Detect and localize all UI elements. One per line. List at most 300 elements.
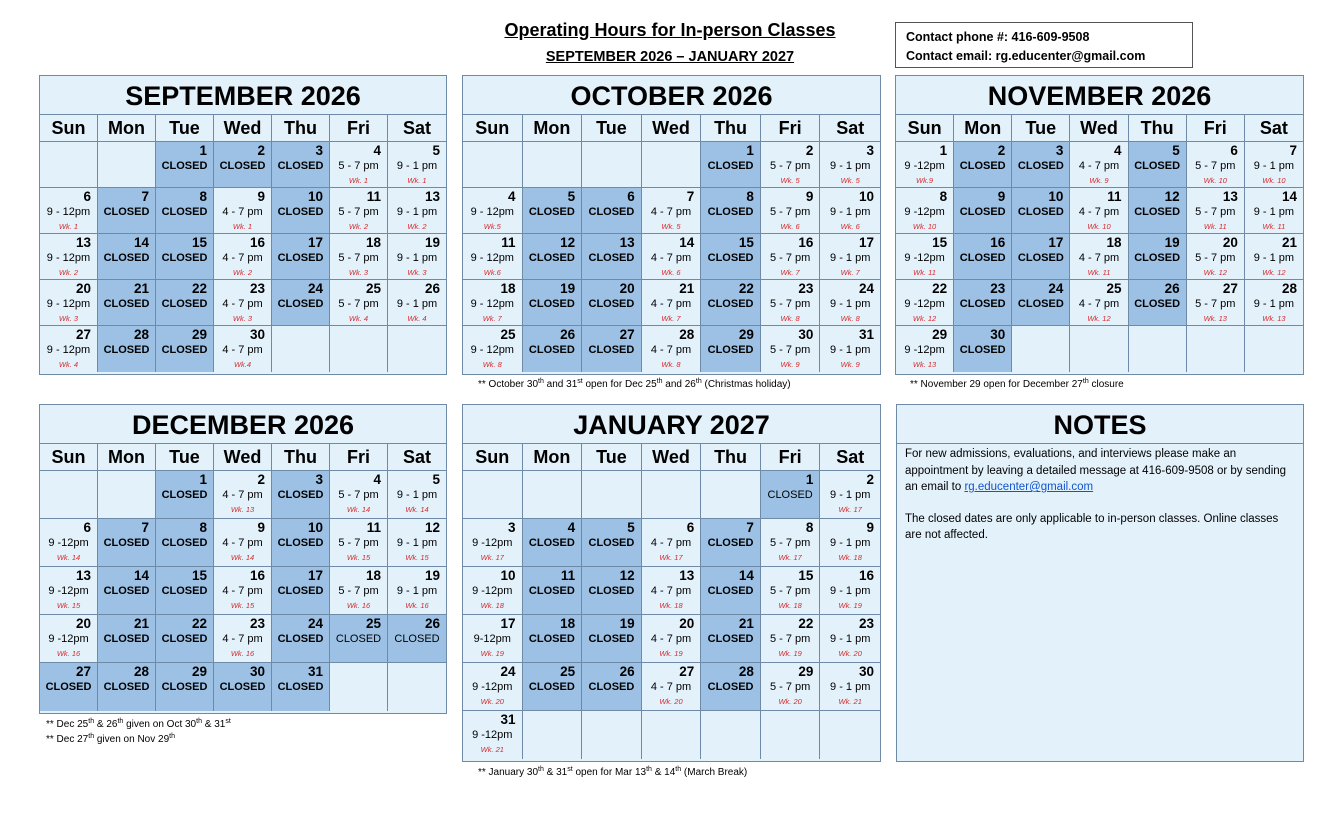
week-label: Wk. 14: [56, 553, 81, 562]
week-label: Wk. 18: [838, 553, 862, 562]
day-cell: [1245, 234, 1303, 280]
day-cell: [272, 188, 330, 234]
day-cell: [156, 234, 214, 280]
closed-label: CLOSED: [588, 537, 635, 549]
hours-label: 9 - 1 pm: [830, 160, 871, 172]
day-number: 18: [1106, 235, 1122, 250]
day-number: 30: [858, 664, 874, 679]
closed-label: CLOSED: [528, 633, 575, 645]
day-number: 24: [307, 281, 323, 296]
week-label: Wk. 13: [230, 505, 255, 514]
hours-label: 9 -12pm: [472, 585, 513, 597]
week-label: Wk. 19: [778, 649, 802, 658]
day-number: 7: [141, 520, 149, 535]
hours-label: 9 - 1 pm: [396, 252, 438, 264]
day-cell: [214, 142, 272, 188]
day-number: 3: [508, 520, 516, 535]
day-number: 23: [798, 281, 814, 296]
closed-label: CLOSED: [277, 160, 324, 172]
day-cell: [1129, 188, 1187, 234]
hours-label: 5 - 7 pm: [338, 160, 379, 172]
day-number: 23: [858, 616, 874, 631]
day-number: 26: [619, 664, 635, 679]
weekday-header: Sun: [40, 444, 98, 471]
week-label: Wk.4: [233, 360, 252, 369]
hours-label: 9 - 12pm: [470, 298, 514, 310]
day-cell: [896, 326, 954, 372]
weekday-header: Sun: [463, 115, 523, 142]
hours-label: 5 - 7 pm: [1195, 298, 1236, 310]
day-number: 19: [424, 568, 440, 583]
hours-label: 9 - 1 pm: [830, 298, 871, 310]
day-number: 6: [686, 520, 695, 535]
day-number: 24: [1048, 281, 1064, 296]
day-cell: [820, 280, 880, 326]
email-link[interactable]: rg.educenter@gmail.com: [964, 481, 1094, 493]
day-cell: [214, 663, 272, 711]
day-cell: [272, 234, 330, 280]
day-number: 13: [75, 235, 91, 250]
hours-label: 9 -12pm: [48, 537, 89, 549]
day-number: 19: [619, 616, 635, 631]
day-number: 18: [560, 616, 576, 631]
hours-label: 9-12pm: [473, 633, 511, 645]
closed-label: CLOSED: [277, 206, 324, 218]
day-number: 14: [1281, 189, 1297, 204]
day-number: 18: [365, 568, 381, 583]
empty-day-cell: [582, 711, 642, 759]
day-number: 25: [1106, 281, 1122, 296]
week-label: Wk. 9: [1089, 176, 1109, 185]
weekday-header: Thu: [1129, 115, 1187, 142]
hours-label: 5 - 7 pm: [769, 298, 811, 310]
empty-day-cell: [1187, 326, 1245, 372]
hours-label: 5 - 7 pm: [338, 252, 379, 264]
closed-label: CLOSED: [707, 206, 754, 218]
day-cell: [214, 519, 272, 567]
day-cell: [98, 519, 156, 567]
day-number: 15: [932, 235, 948, 250]
day-number: 16: [249, 235, 265, 250]
day-number: 18: [500, 281, 516, 296]
hours-label: 5 - 7 pm: [338, 585, 379, 597]
day-number: 2: [805, 143, 814, 158]
week-label: Wk. 11: [1262, 222, 1286, 231]
day-cell: [156, 663, 214, 711]
day-number: 2: [997, 143, 1006, 158]
closed-label: CLOSED: [707, 298, 754, 310]
closed-label: CLOSED: [161, 160, 208, 172]
closed-label: CLOSED: [528, 344, 575, 356]
day-number: 29: [798, 664, 814, 679]
hours-label: 9 - 1 pm: [1253, 206, 1295, 218]
day-number: 22: [738, 281, 754, 296]
closed-label: CLOSED: [277, 252, 324, 264]
week-label: Wk. 19: [480, 649, 504, 658]
day-number: 16: [858, 568, 874, 583]
weekday-header: Thu: [701, 444, 761, 471]
closed-label: CLOSED: [161, 206, 208, 218]
day-number: 17: [500, 616, 516, 631]
day-cell: [761, 188, 821, 234]
day-cell: [330, 471, 388, 519]
empty-day-cell: [1245, 326, 1303, 372]
weekday-header: Tue: [156, 444, 214, 471]
day-cell: [1187, 280, 1245, 326]
day-number: 29: [191, 327, 207, 342]
day-cell: [40, 188, 98, 234]
day-cell: [40, 615, 98, 663]
day-cell: [463, 280, 523, 326]
day-number: 16: [990, 235, 1006, 250]
day-cell: [40, 567, 98, 615]
hours-label: 9 -12pm: [48, 585, 89, 597]
hours-label: 5 - 7 pm: [338, 206, 379, 218]
day-number: 4: [373, 143, 381, 158]
day-cell: [463, 188, 523, 234]
week-label: Wk. 6: [780, 222, 800, 231]
day-number: 12: [560, 235, 576, 250]
day-number: 20: [75, 616, 91, 631]
day-cell: [523, 663, 583, 711]
day-cell: [761, 142, 821, 188]
closed-label: CLOSED: [161, 344, 208, 356]
day-cell: [330, 280, 388, 326]
day-number: 6: [83, 520, 91, 535]
hours-label: 4 - 7 pm: [1078, 252, 1120, 264]
day-number: 26: [560, 327, 576, 342]
day-number: 20: [75, 281, 91, 296]
day-number: 1: [199, 143, 207, 158]
empty-day-cell: [272, 326, 330, 372]
footnote-december-1: ** Dec 25th & 26th given on Oct 30th & 31st: [46, 718, 231, 731]
closed-label: CLOSED: [959, 344, 1006, 356]
footnote-october: ** October 30th and 31st open for Dec 25th and 26th (Christmas holiday): [478, 378, 791, 391]
empty-day-cell: [98, 471, 156, 519]
hours-label: 5 - 7 pm: [338, 298, 379, 310]
day-number: 22: [932, 281, 948, 296]
hours-label: 4 - 7 pm: [222, 585, 263, 597]
day-cell: [1245, 142, 1303, 188]
day-cell: [761, 471, 821, 519]
weekday-header: Mon: [523, 444, 583, 471]
week-label: Wk. 13: [1262, 314, 1286, 323]
closed-label: CLOSED: [277, 633, 324, 645]
closed-label: CLOSED: [959, 160, 1006, 172]
hours-label: 5 - 7 pm: [769, 681, 811, 693]
day-number: 8: [746, 189, 754, 204]
week-label: Wk. 12: [1087, 314, 1111, 323]
closed-label: CLOSED: [707, 344, 754, 356]
day-number: 11: [501, 235, 516, 250]
day-number: 25: [500, 327, 516, 342]
day-number: 29: [191, 664, 207, 679]
week-label: Wk. 16: [230, 649, 255, 658]
weekday-header: Mon: [98, 115, 156, 142]
hours-label: 9 - 1 pm: [396, 160, 438, 172]
notes-paragraph-closed-dates: The closed dates are only applicable to in-person classes. Online classes are not affected.: [905, 512, 1279, 541]
day-cell: [701, 615, 761, 663]
day-cell: [214, 326, 272, 372]
day-cell: [642, 615, 702, 663]
day-cell: [330, 615, 388, 663]
week-label: Wk. 18: [659, 601, 683, 610]
hours-label: 4 - 7 pm: [650, 633, 692, 645]
day-number: 5: [567, 189, 576, 204]
day-number: 29: [738, 327, 754, 342]
contact-email: Contact email: rg.educenter@gmail.com: [906, 49, 1146, 63]
week-label: Wk. 12: [1203, 268, 1227, 277]
hours-label: 9 - 1 pm: [830, 681, 871, 693]
week-label: Wk. 17: [838, 505, 862, 514]
day-cell: [642, 567, 702, 615]
weekday-header: Fri: [330, 115, 388, 142]
closed-label: CLOSED: [1134, 160, 1181, 172]
empty-day-cell: [582, 142, 642, 188]
hours-label: 9 - 1 pm: [396, 585, 438, 597]
week-label: Wk. 9: [840, 360, 860, 369]
hours-label: 9 - 1 pm: [830, 633, 871, 645]
day-cell: [214, 280, 272, 326]
closed-label: CLOSED: [103, 681, 150, 693]
day-cell: [642, 234, 702, 280]
day-number: 28: [1281, 281, 1297, 296]
hours-label: 5 - 7 pm: [769, 160, 811, 172]
hours-label: 9 - 1 pm: [396, 206, 438, 218]
hours-label: 9 -12pm: [472, 537, 513, 549]
closed-label: CLOSED: [588, 633, 635, 645]
day-cell: [272, 142, 330, 188]
day-cell: [523, 519, 583, 567]
week-label: Wk. 10: [912, 222, 937, 231]
closed-label: CLOSED: [45, 681, 92, 693]
week-label: Wk. 16: [346, 601, 371, 610]
hours-label: 9 - 1 pm: [830, 537, 871, 549]
closed-label: CLOSED: [277, 537, 324, 549]
day-number: 3: [315, 472, 323, 487]
day-cell: [156, 280, 214, 326]
hours-label: 9 -12pm: [904, 298, 945, 310]
day-cell: [388, 519, 446, 567]
day-cell: [98, 234, 156, 280]
day-cell: [1187, 142, 1245, 188]
hours-label: 4 - 7 pm: [222, 633, 263, 645]
day-cell: [98, 280, 156, 326]
day-number: 24: [307, 616, 323, 631]
closed-label: CLOSED: [588, 681, 635, 693]
calendar-december: [39, 404, 447, 714]
week-label: Wk. 11: [1087, 268, 1111, 277]
day-number: 17: [1048, 235, 1064, 250]
day-number: 31: [307, 664, 323, 679]
day-number: 6: [83, 189, 91, 204]
empty-day-cell: [701, 711, 761, 759]
day-number: 25: [365, 281, 381, 296]
day-number: 9: [257, 189, 265, 204]
day-number: 9: [866, 520, 874, 535]
day-number: 10: [307, 520, 323, 535]
hours-label: 9 - 1 pm: [1253, 298, 1295, 310]
day-number: 21: [679, 281, 695, 296]
week-label: Wk. 12: [912, 314, 937, 323]
day-number: 1: [939, 143, 948, 158]
day-cell: [582, 280, 642, 326]
week-label: Wk.5: [483, 222, 501, 231]
day-number: 30: [798, 327, 814, 342]
week-label: Wk. 14: [346, 505, 371, 514]
week-label: Wk. 17: [659, 553, 683, 562]
week-label: Wk. 8: [661, 360, 681, 369]
day-cell: [701, 326, 761, 372]
day-number: 28: [133, 664, 149, 679]
day-cell: [156, 519, 214, 567]
day-cell: [214, 567, 272, 615]
week-label: Wk. 10: [1087, 222, 1111, 231]
day-cell: [701, 519, 761, 567]
day-number: 12: [619, 568, 635, 583]
day-number: 7: [746, 520, 754, 535]
empty-day-cell: [642, 711, 702, 759]
closed-label: CLOSED: [528, 206, 575, 218]
day-cell: [1070, 188, 1128, 234]
hours-label: 9 - 12pm: [470, 344, 514, 356]
day-number: 25: [365, 616, 381, 631]
day-cell: [761, 326, 821, 372]
closed-label: CLOSED: [1017, 298, 1064, 310]
day-cell: [820, 142, 880, 188]
day-cell: [701, 663, 761, 711]
hours-label: 5 - 7 pm: [1195, 206, 1236, 218]
empty-day-cell: [820, 711, 880, 759]
empty-day-cell: [701, 471, 761, 519]
week-label: Wk. 6: [661, 268, 681, 277]
week-label: Wk.6: [483, 268, 501, 277]
week-label: Wk. 20: [480, 697, 504, 706]
hours-label: 4 - 7 pm: [1078, 160, 1120, 172]
day-number: 13: [1222, 189, 1238, 204]
closed-label: CLOSED: [767, 489, 813, 501]
day-cell: [388, 234, 446, 280]
week-label: Wk. 8: [780, 314, 800, 323]
hours-label: 9 - 12pm: [470, 206, 514, 218]
day-number: 4: [567, 520, 576, 535]
hours-label: 5 - 7 pm: [769, 206, 811, 218]
day-cell: [523, 188, 583, 234]
day-number: 11: [366, 520, 381, 535]
week-label: Wk. 15: [56, 601, 81, 610]
day-cell: [1245, 188, 1303, 234]
weekday-header: Wed: [642, 115, 702, 142]
week-label: Wk. 18: [778, 601, 802, 610]
day-cell: [582, 188, 642, 234]
page-subtitle: SEPTEMBER 2026 – JANUARY 2027: [545, 49, 795, 65]
hours-label: 9 -12pm: [472, 681, 513, 693]
hours-label: 5 - 7 pm: [769, 252, 811, 264]
day-cell: [523, 326, 583, 372]
week-label: Wk. 2: [348, 222, 369, 231]
week-label: Wk. 5: [780, 176, 800, 185]
closed-label: CLOSED: [1134, 206, 1181, 218]
week-label: Wk. 21: [838, 697, 862, 706]
hours-label: 5 - 7 pm: [1195, 160, 1236, 172]
day-cell: [1070, 280, 1128, 326]
week-label: Wk. 12: [1262, 268, 1286, 277]
day-number: 1: [746, 143, 754, 158]
closed-label: CLOSED: [588, 585, 635, 597]
day-number: 23: [249, 281, 265, 296]
day-number: 30: [249, 664, 265, 679]
day-cell: [896, 142, 954, 188]
weekday-header: Fri: [761, 444, 821, 471]
hours-label: 9 - 12pm: [46, 298, 91, 310]
day-cell: [272, 663, 330, 711]
day-number: 2: [866, 472, 874, 487]
day-cell: [330, 519, 388, 567]
day-cell: [272, 615, 330, 663]
day-cell: [156, 567, 214, 615]
day-cell: [582, 615, 642, 663]
day-cell: [214, 234, 272, 280]
weekday-header: Sat: [820, 115, 880, 142]
day-cell: [98, 567, 156, 615]
day-cell: [1070, 142, 1128, 188]
empty-day-cell: [642, 471, 702, 519]
hours-label: 4 - 7 pm: [222, 537, 263, 549]
day-cell: [701, 142, 761, 188]
day-cell: [272, 567, 330, 615]
day-cell: [1129, 142, 1187, 188]
day-number: 9: [805, 189, 814, 204]
day-number: 2: [257, 472, 265, 487]
day-number: 4: [1114, 143, 1122, 158]
day-cell: [642, 326, 702, 372]
weekday-header: Wed: [214, 444, 272, 471]
hours-label: 4 - 7 pm: [650, 206, 692, 218]
day-cell: [820, 471, 880, 519]
day-number: 21: [133, 281, 149, 296]
week-label: Wk. 3: [58, 314, 79, 323]
day-cell: [388, 615, 446, 663]
day-cell: [1187, 234, 1245, 280]
day-number: 24: [858, 281, 874, 296]
day-number: 3: [866, 143, 874, 158]
empty-day-cell: [388, 663, 446, 711]
empty-day-cell: [463, 471, 523, 519]
day-cell: [214, 615, 272, 663]
day-cell: [1012, 142, 1070, 188]
hours-label: 4 - 7 pm: [650, 252, 692, 264]
hours-label: 9 - 12pm: [46, 206, 91, 218]
week-label: Wk. 21: [480, 745, 504, 754]
closed-label: CLOSED: [277, 585, 324, 597]
hours-label: 5 - 7 pm: [769, 633, 811, 645]
day-cell: [1129, 234, 1187, 280]
day-number: 10: [1048, 189, 1064, 204]
day-cell: [761, 519, 821, 567]
day-number: 19: [1164, 235, 1180, 250]
week-label: Wk. 3: [407, 268, 427, 277]
calendar-october: [462, 75, 881, 375]
day-cell: [642, 280, 702, 326]
calendar-september: [39, 75, 447, 375]
day-cell: [954, 188, 1012, 234]
day-cell: [156, 188, 214, 234]
empty-day-cell: [642, 142, 702, 188]
day-cell: [701, 234, 761, 280]
day-cell: [388, 567, 446, 615]
day-number: 21: [738, 616, 754, 631]
day-number: 9: [257, 520, 265, 535]
